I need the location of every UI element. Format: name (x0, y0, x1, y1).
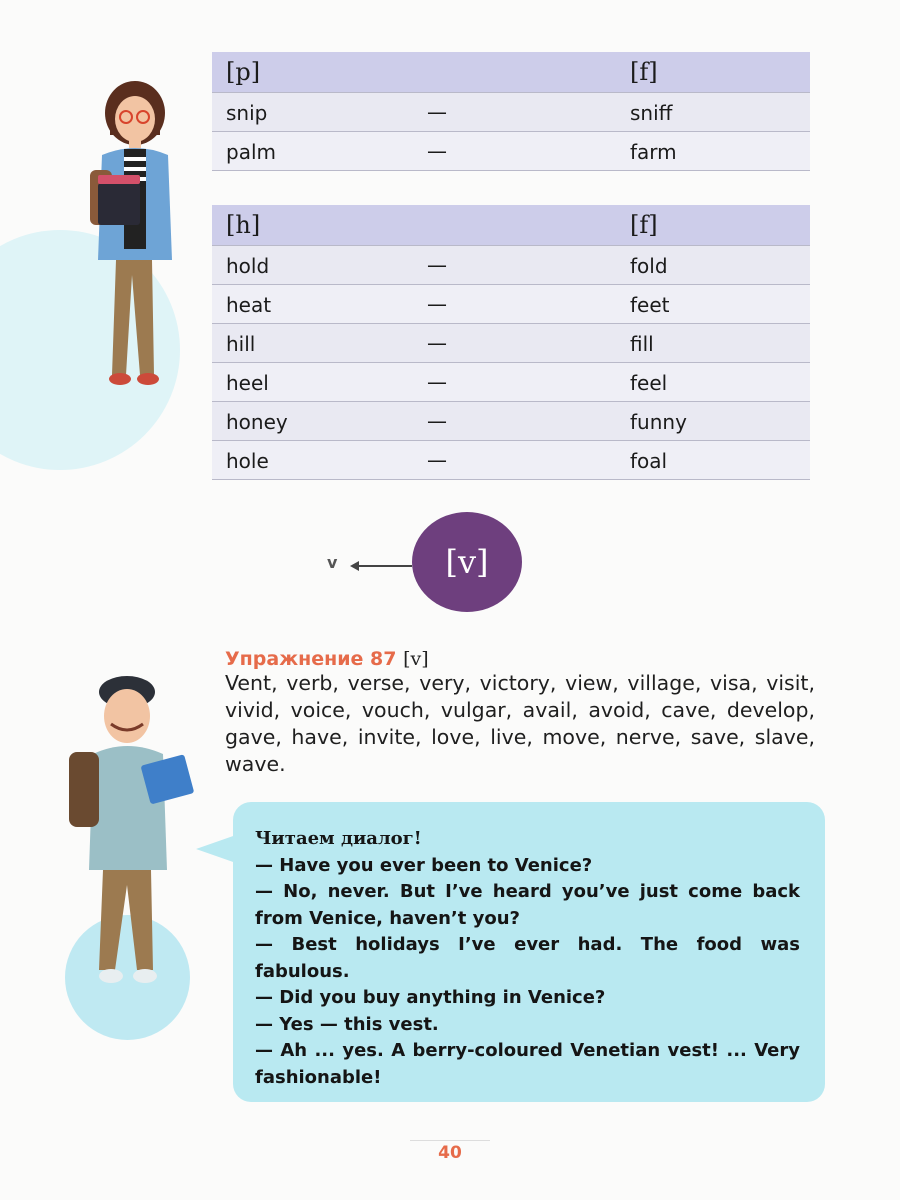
exercise-text: Vent, verb, verse, very, victory, view, village, visa, visit, vivid, voice, vouch, vulgar, avail, avoid, cave, develop, gave, have, invite, love, live, move, nerve, save, slave, wave. (225, 671, 815, 776)
dash: — (427, 253, 447, 277)
dialog-title: Читаем диалог! (255, 828, 422, 849)
table-row (212, 324, 810, 363)
word-left: hold (226, 254, 270, 278)
word-left: hole (226, 449, 269, 473)
dialog-line: — No, never. But I’ve heard you’ve just come back from Venice, haven’t you? (255, 881, 800, 929)
girl-with-books-illustration (80, 75, 190, 390)
dialog-line: — Ah ... yes. A berry-coloured Venetian vest! ... Very fashionable! (255, 1040, 800, 1088)
table-row (212, 246, 810, 285)
pf-contrast-table (212, 52, 810, 171)
word-left: snip (226, 101, 268, 125)
dialog-line: — Yes — this vest. (255, 1013, 439, 1035)
word-right: fold (630, 254, 668, 278)
dash: — (427, 331, 447, 355)
sound-symbol: [v] (445, 543, 489, 581)
dash: — (427, 448, 447, 472)
exercise-title (225, 648, 429, 670)
table-row (212, 93, 810, 132)
dash: — (427, 139, 447, 163)
hf-contrast-table (212, 205, 810, 480)
table-header (212, 205, 810, 246)
page-number: 40 (438, 1143, 462, 1163)
word-right: funny (630, 410, 687, 434)
header-left: [p] (226, 58, 261, 86)
speech-tail (196, 835, 236, 863)
table-row (212, 402, 810, 441)
word-right: feet (630, 293, 670, 317)
word-left: heel (226, 371, 269, 395)
dialog-line: — Have you ever been to Venice? (255, 854, 593, 876)
header-right: [f] (630, 58, 658, 86)
word-left: honey (226, 410, 288, 434)
table-header (212, 52, 810, 93)
letter-v: v (327, 553, 338, 572)
dialog-line: — Best holidays I’ve ever had. The food was fabulous. (255, 934, 800, 982)
boy-with-book-illustration (55, 670, 205, 995)
dash: — (427, 100, 447, 124)
page-number-rule (410, 1140, 490, 1141)
word-right: feel (630, 371, 668, 395)
word-right: farm (630, 140, 677, 164)
word-left: hill (226, 332, 256, 356)
word-right: sniff (630, 101, 673, 125)
dash: — (427, 370, 447, 394)
exercise-label: Упражнение 87 (225, 648, 397, 670)
dash: — (427, 409, 447, 433)
table-row (212, 441, 810, 480)
dialog-content (255, 826, 800, 1091)
header-left: [h] (226, 211, 261, 239)
word-right: foal (630, 449, 668, 473)
table-row (212, 285, 810, 324)
sound-circle (412, 512, 522, 612)
table-row (212, 132, 810, 171)
arrow-left-icon (350, 560, 412, 572)
exercise-symbol: [v] (403, 648, 429, 670)
header-right: [f] (630, 211, 658, 239)
table-row (212, 363, 810, 402)
word-left: palm (226, 140, 276, 164)
word-right: fill (630, 332, 654, 356)
dash: — (427, 292, 447, 316)
word-left: heat (226, 293, 272, 317)
dialog-line: — Did you buy anything in Venice? (255, 987, 606, 1008)
